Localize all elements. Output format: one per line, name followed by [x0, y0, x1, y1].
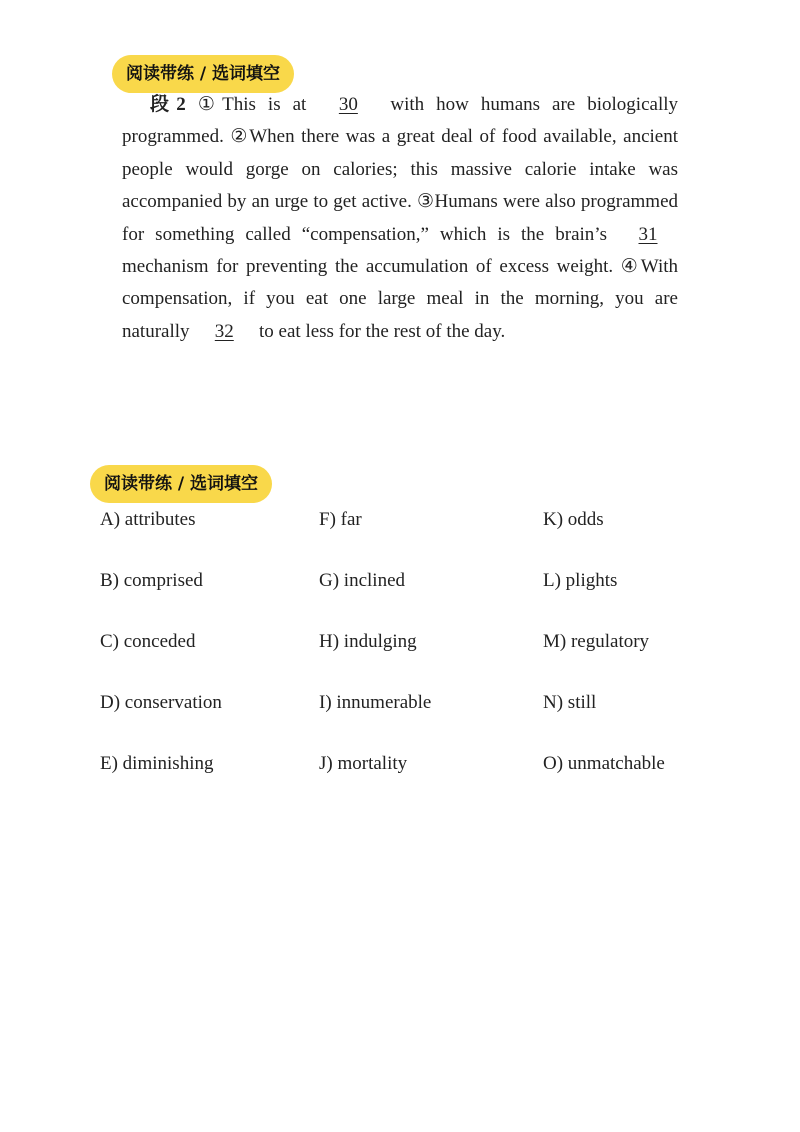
- option-f[interactable]: F) far: [319, 509, 362, 530]
- sentence-number: ③: [417, 191, 435, 213]
- option-a[interactable]: A) attributes: [100, 509, 196, 530]
- option-k[interactable]: K) odds: [543, 509, 604, 530]
- option-o[interactable]: O) unmatchable: [543, 753, 665, 774]
- sentence-text: mechanism for preventing the accumulation of excess weight.: [122, 256, 621, 278]
- option-j[interactable]: J) mortality: [319, 753, 408, 774]
- option-e[interactable]: E) diminishing: [100, 753, 214, 774]
- option-m[interactable]: M) regulatory: [543, 631, 650, 652]
- sentence-text: with how humans are biologically programmed.: [122, 94, 679, 148]
- option-b[interactable]: B) comprised: [100, 570, 203, 591]
- sentence-number: ④: [620, 256, 641, 278]
- sentence-text: to eat less for the rest of the day.: [254, 320, 506, 342]
- option-d[interactable]: D) conservation: [100, 692, 222, 713]
- blank-32[interactable]: 32: [214, 320, 234, 342]
- option-h[interactable]: H) indulging: [319, 631, 417, 652]
- section-tag-options: 阅读带练 / 选词填空: [90, 465, 272, 503]
- option-i[interactable]: I) innumerable: [319, 692, 432, 713]
- blank-31[interactable]: 31: [638, 223, 658, 245]
- sentence-number: ②: [230, 126, 250, 148]
- option-n[interactable]: N) still: [543, 692, 597, 713]
- passage-paragraph: [122, 89, 678, 348]
- sentence-text: With compensation, if you eat one large meal in the morning, you are naturally: [122, 256, 678, 342]
- section-tag-passage: 阅读带练 / 选词填空: [112, 55, 294, 93]
- option-c[interactable]: C) conceded: [100, 631, 196, 652]
- paragraph-label: 段2: [150, 94, 186, 115]
- option-g[interactable]: G) inclined: [319, 570, 406, 591]
- sentence-number: ①: [197, 94, 223, 115]
- sentence-text: When there was a great deal of food available, ancient people would gorge on calories; this massive calorie intake was accompanied by an urge to get active.: [122, 126, 678, 213]
- option-l[interactable]: L) plights: [543, 570, 618, 591]
- sentence-text: This is at: [222, 94, 319, 115]
- blank-30[interactable]: 30: [338, 94, 358, 115]
- sentence-text: Humans were also programmed for something called “compensation,” which is the brain’s: [122, 191, 678, 245]
